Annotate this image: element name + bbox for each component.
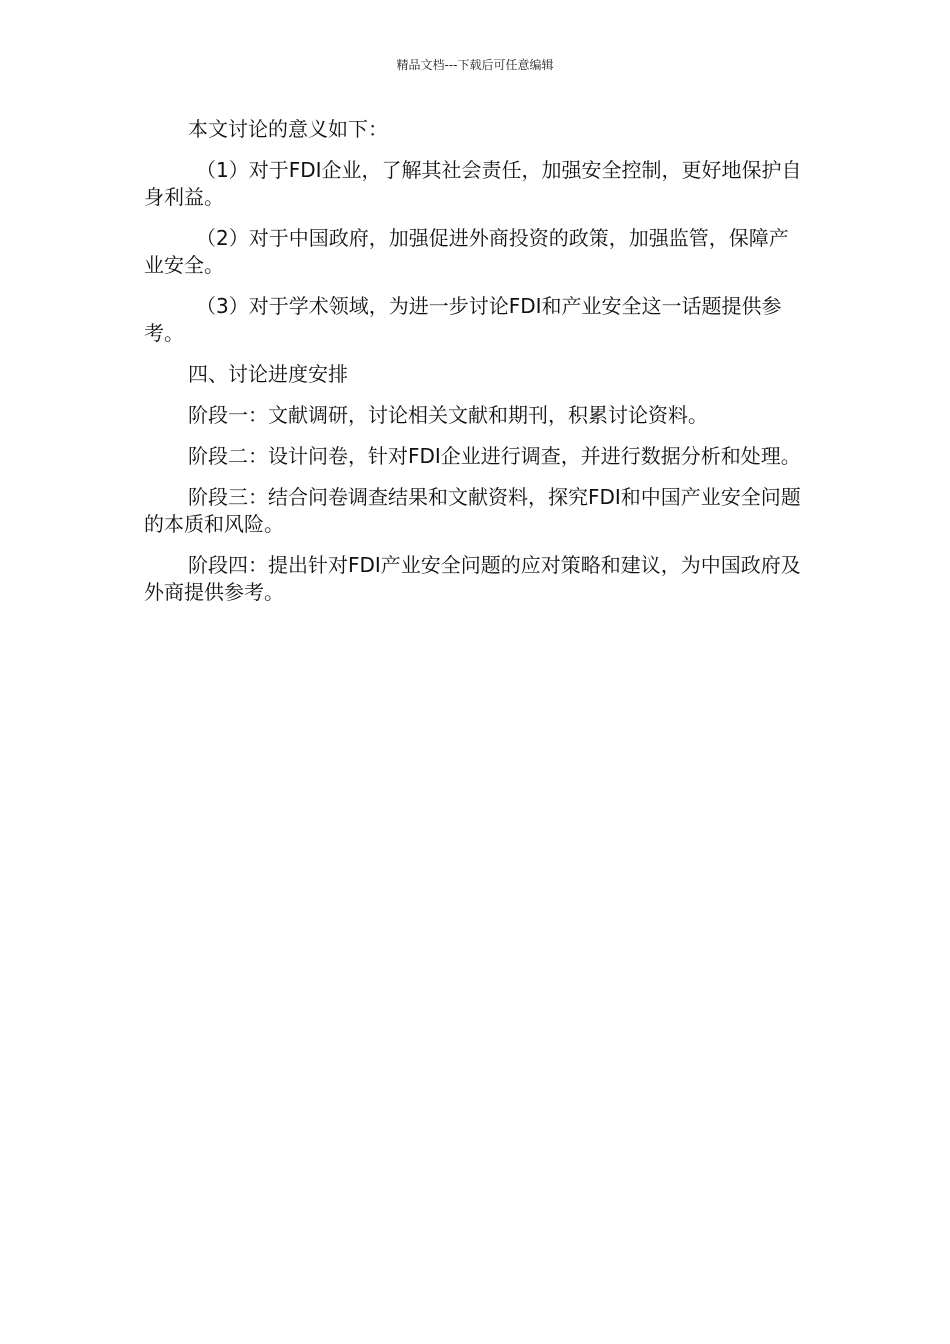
paragraph-stage-3: 阶段三：结合问卷调查结果和文献资料，探究FDI和中国产业安全问题的本质和风险。 [144,485,801,536]
paragraph-significance-intro: 本文讨论的意义如下： [188,117,388,141]
paragraph-stage-1: 阶段一：文献调研，讨论相关文献和期刊，积累讨论资料。 [188,403,708,427]
paragraph-significance-1: （1）对于FDI企业，了解其社会责任，加强安全控制，更好地保护自身利益。 [144,158,802,209]
page-header: 精品文档---下载后可任意编辑 [396,58,554,72]
document-body [144,116,808,620]
paragraph-stage-4: 阶段四：提出针对FDI产业安全问题的应对策略和建议，为中国政府及外商提供参考。 [144,553,801,604]
section-heading-schedule: 四、讨论进度安排 [188,362,348,386]
paragraph-significance-3: （3）对于学术领域，为进一步讨论FDI和产业安全这一话题提供参考。 [144,294,782,345]
paragraph-significance-2: （2）对于中国政府，加强促进外商投资的政策，加强监管，保障产业安全。 [144,226,789,277]
paragraph-stage-2: 阶段二：设计问卷，针对FDI企业进行调查，并进行数据分析和处理。 [188,444,801,468]
